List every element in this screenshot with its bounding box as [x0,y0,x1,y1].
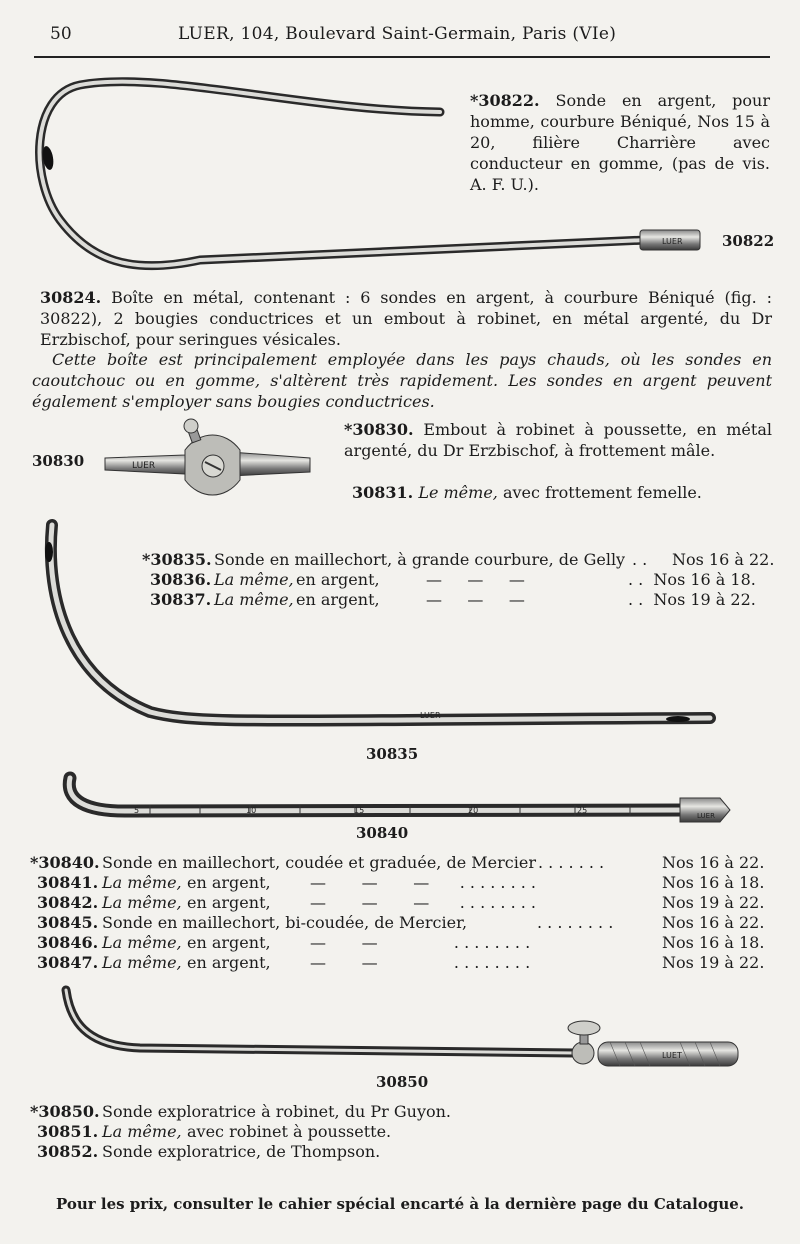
item-description: Sonde en maillechort, bi-coudée, de Mercier, [102,913,468,932]
embout-30830-figure [105,419,310,495]
item-description: Sonde en maillechort, coudée et graduée, de Mercier [102,853,536,872]
item-description: en argent, [187,933,271,952]
item-description: en argent, [187,893,271,912]
item-range: Nos 19 à 22. [662,893,765,912]
item-number: *30835. [142,550,212,569]
item-italic: La même, [102,1122,182,1141]
page-number: 50 [50,24,72,44]
item-number: 30846. [37,933,99,952]
item-number: 30852. [37,1142,99,1161]
engraving-30850: LUET [662,1051,682,1060]
item-description: Sonde en maillechort, à grande courbure, de Gelly [214,550,626,569]
scale-mark-15: 15 [354,806,365,815]
item-description: Sonde exploratrice à robinet, du Pr Guyon. [102,1102,451,1121]
item-number: 30841. [37,873,99,892]
item-leader: — — — . . . . . . . . [310,873,537,892]
item-description: avec frottement femelle. [502,483,702,502]
item-italic: La même, [102,953,182,972]
item-number: 30845. [37,913,99,932]
scale-mark-20: 20 [468,806,479,815]
item-number: 30824. [40,288,102,307]
item-leader: . . . . . . . . [537,913,614,932]
item-description: Embout à robinet à poussette, en métal argenté, du Dr Erzbischof, à frottement mâle. [344,420,772,460]
item-number: *30822. [470,91,540,110]
item-leader: . . [632,550,648,569]
engraving-30840: LUER [697,812,715,820]
figure-label-30840: 30840 [356,824,409,842]
scale-mark-5: 5 [134,806,140,815]
item-range: Nos 16 à 22. [662,913,765,932]
item-range: Nos 16 à 22. [662,853,765,872]
item-description: en argent, [296,590,380,609]
item-description: en argent, [187,873,271,892]
item-number: 30831. [352,483,414,502]
item-30822 [470,90,770,195]
catheter-30840-figure [69,778,730,822]
figure-label-30830: 30830 [32,452,85,470]
item-range: Nos 16 à 18. [662,873,765,892]
item-range: . . Nos 16 à 18. [628,570,756,589]
item-leader: . . . . . . . [538,853,605,872]
item-number: 30836. [150,570,212,589]
item-range: Nos 16 à 22. [672,550,775,569]
item-range: . . Nos 19 à 22. [628,590,756,609]
page-title: LUER, 104, Boulevard Saint-Germain, Paris (VIe) [178,24,617,44]
item-30831 [352,482,772,503]
item-description: en argent, [296,570,380,589]
item-leader: — — — . . . . . . . . [310,893,537,912]
item-leader: — — . . . . . . . . [310,933,531,952]
figure-label-30822: 30822 [722,232,775,250]
engraving-30822: LUER [662,237,683,246]
item-description: avec robinet à poussette. [187,1122,392,1141]
item-italic: La même, [214,590,294,609]
scale-mark-10: 10 [246,806,257,815]
item-italic: Le même, [418,483,498,502]
item-leader: — — . . . . . . . . [310,953,531,972]
item-leader: — — — [426,570,525,589]
item-number: *30840. [30,853,100,872]
scale-mark-25: 25 [577,806,588,815]
item-number: 30842. [37,893,99,912]
item-description: Sonde en argent, pour homme, courbure Béniqué, Nos 15 à 20, filière Charrière avec conducteur en gomme, (pas de vis. A. F. U.). [470,91,771,194]
item-description: en argent, [187,953,271,972]
item-number: 30847. [37,953,99,972]
item-number: *30850. [30,1102,100,1121]
item-30824-note: Cette boîte est principalement employée dans les pays chauds, où les sondes en caoutchouc ou en gomme, s'altèrent très rapidement. Les sondes en argent peuvent également s'employer sans bougies conductrices. [32,350,772,411]
item-30830 [344,419,772,461]
catheter-30850-figure [66,990,738,1066]
item-italic: La même, [102,873,182,892]
item-italic: La même, [102,893,182,912]
engraving-30830: LUER [132,461,156,471]
item-italic: La même, [214,570,294,589]
engraving-30835: LUER [420,711,441,720]
item-leader: — — — [426,590,525,609]
item-number: *30830. [344,420,414,439]
figure-label-30850: 30850 [376,1073,429,1091]
item-description: Boîte en métal, contenant : 6 sondes en argent, à courbure Béniqué (fig. : 30822), 2 bougies conductrices et un embout à robinet, en métal argenté, du Dr Erzbischof, pour seringues vésicales. [40,288,772,349]
item-range: Nos 16 à 18. [662,933,765,952]
item-description: Sonde exploratrice, de Thompson. [102,1142,381,1161]
item-30824 [40,287,772,350]
figure-label-30835: 30835 [366,745,419,763]
item-number: 30837. [150,590,212,609]
item-number: 30851. [37,1122,99,1141]
item-range: Nos 19 à 22. [662,953,765,972]
item-italic: La même, [102,933,182,952]
page-footer: Pour les prix, consulter le cahier spécial encarté à la dernière page du Catalogue. [55,1195,744,1213]
